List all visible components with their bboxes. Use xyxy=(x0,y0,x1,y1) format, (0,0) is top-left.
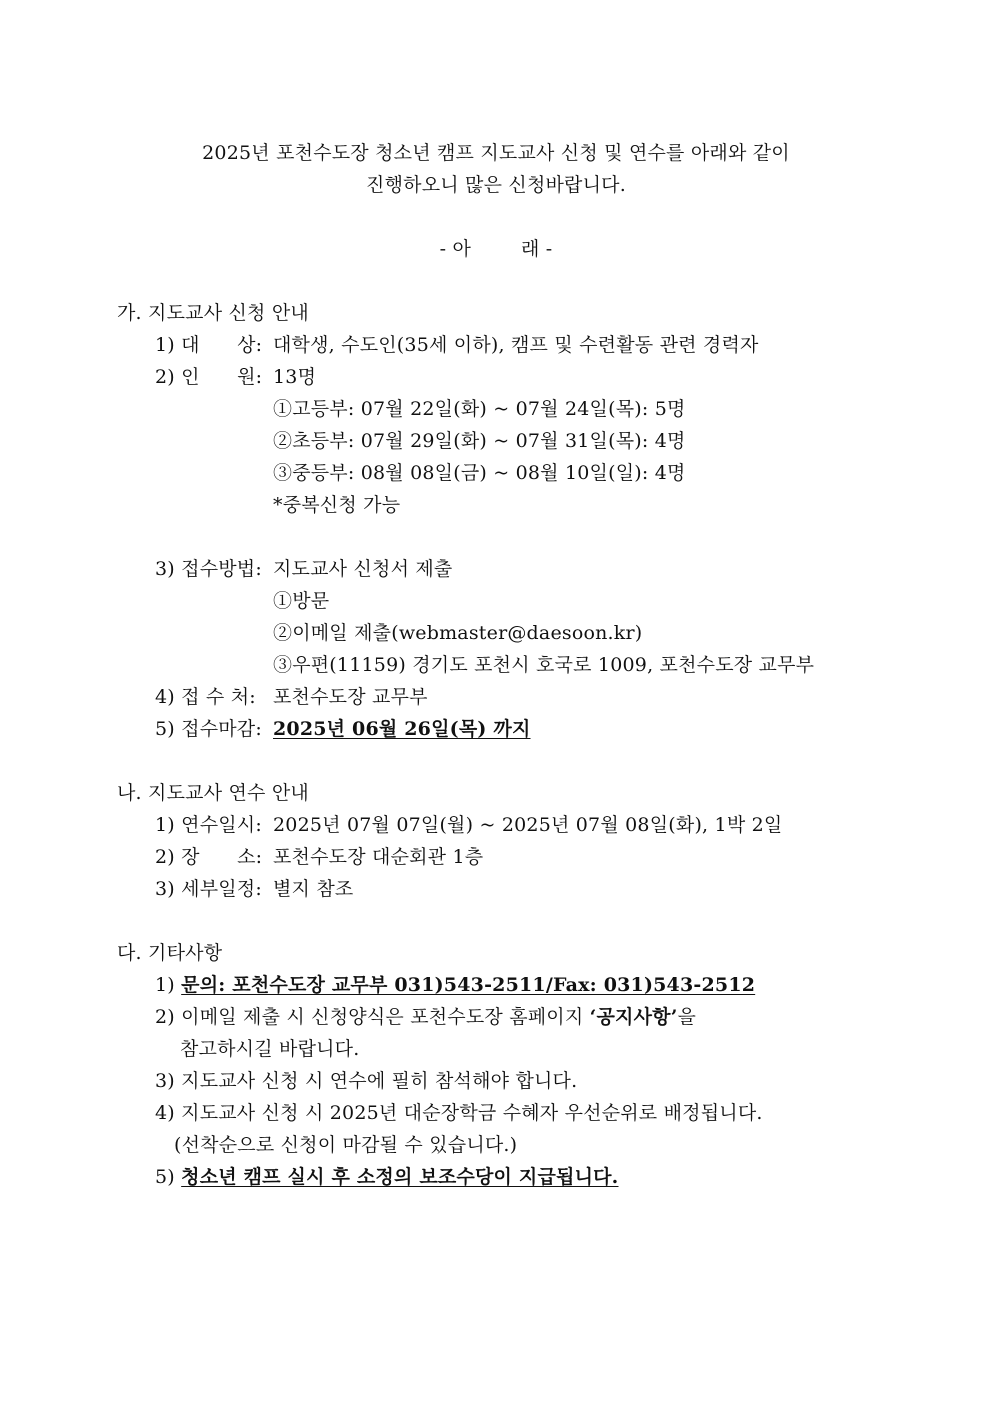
da-contact-text: 문의: 포천수도장 교무부 031)543-2511/Fax: 031)543-2512 xyxy=(181,974,756,996)
da-item-2-notice-link-text: ‘공지사항’ xyxy=(589,1006,678,1028)
intro-line-1: 2025년 포천수도장 청소년 캠프 지도교사 신청 및 연수를 아래와 같이 xyxy=(202,142,790,164)
na-venue-label: 2) 장 소: xyxy=(155,846,263,868)
ga-method-value: 지도교사 신청서 제출 xyxy=(273,558,453,580)
section-divider: - 아 래 - xyxy=(439,238,553,260)
ga-deadline-value: 2025년 06월 26일(목) 까지 xyxy=(273,718,531,740)
na-venue-value: 포천수도장 대순회관 1층 xyxy=(273,846,484,868)
da-item-1-number: 1) xyxy=(155,974,175,996)
da-item-2-text: 2) 이메일 제출 시 신청양식은 포천수도장 홈페이지 xyxy=(155,1006,584,1028)
da-item-1 xyxy=(155,973,755,997)
section-na-title: 나. 지도교사 연수 안내 xyxy=(117,782,309,804)
ga-place-value: 포천수도장 교무부 xyxy=(273,686,428,708)
ga-group-item: ②초등부: 07월 29일(화) ~ 07월 31일(목): 4명 xyxy=(273,430,686,452)
da-item-2 xyxy=(155,1005,696,1029)
ga-deadline-row xyxy=(155,717,531,741)
ga-count-value: 13명 xyxy=(273,366,317,388)
ga-group-item: ①고등부: 07월 22일(화) ~ 07월 24일(목): 5명 xyxy=(273,398,686,420)
da-item-5 xyxy=(155,1165,619,1189)
ga-target-row xyxy=(155,333,759,357)
na-schedule-label: 3) 세부일정: xyxy=(155,878,262,900)
ga-place-label: 4) 접 수 처: xyxy=(155,686,256,708)
ga-method-item: ①방문 xyxy=(273,590,330,612)
ga-target-value: 대학생, 수도인(35세 이하), 캠프 및 수련활동 관련 경력자 xyxy=(273,334,759,356)
na-schedule-value: 별지 참조 xyxy=(273,878,354,900)
da-item-4: 4) 지도교사 신청 시 2025년 대순장학금 수혜자 우선순위로 배정됩니다. xyxy=(155,1102,763,1124)
da-allowance-text: 청소년 캠프 실시 후 소정의 보조수당이 지급됩니다. xyxy=(181,1166,619,1188)
section-da-title: 다. 기타사항 xyxy=(117,942,223,964)
ga-place-row xyxy=(155,685,428,709)
ga-count-label: 2) 인 원: xyxy=(155,366,263,388)
ga-deadline-label: 5) 접수마감: xyxy=(155,718,262,740)
ga-group-item: ③중등부: 08월 08일(금) ~ 08월 10일(일): 4명 xyxy=(273,462,686,484)
na-schedule-row xyxy=(155,877,353,901)
na-date-label: 1) 연수일시: xyxy=(155,814,262,836)
ga-duplicate-note: *중복신청 가능 xyxy=(273,494,401,516)
na-date-value: 2025년 07월 07일(월) ~ 2025년 07월 08일(화), 1박 2일 xyxy=(273,814,783,836)
ga-method-item: ③우편(11159) 경기도 포천시 호국로 1009, 포천수도장 교무부 xyxy=(273,654,815,676)
section-ga-title: 가. 지도교사 신청 안내 xyxy=(117,302,309,324)
ga-method-row xyxy=(155,557,452,581)
da-item-5-number: 5) xyxy=(155,1166,175,1188)
na-venue-row xyxy=(155,845,483,869)
da-item-2-line-2: 참고하시길 바랍니다. xyxy=(180,1038,360,1060)
ga-count-row xyxy=(155,365,316,389)
da-item-4-line-2: (선착순으로 신청이 마감될 수 있습니다.) xyxy=(174,1134,518,1156)
ga-target-label: 1) 대 상: xyxy=(155,334,263,356)
na-date-row xyxy=(155,813,782,837)
da-item-2-suffix: 을 xyxy=(677,1006,697,1028)
da-item-3: 3) 지도교사 신청 시 연수에 필히 참석해야 합니다. xyxy=(155,1070,578,1092)
intro-line-2: 진행하오니 많은 신청바랍니다. xyxy=(366,174,626,196)
ga-method-label: 3) 접수방법: xyxy=(155,558,262,580)
ga-method-item: ②이메일 제출(webmaster@daesoon.kr) xyxy=(273,622,643,644)
